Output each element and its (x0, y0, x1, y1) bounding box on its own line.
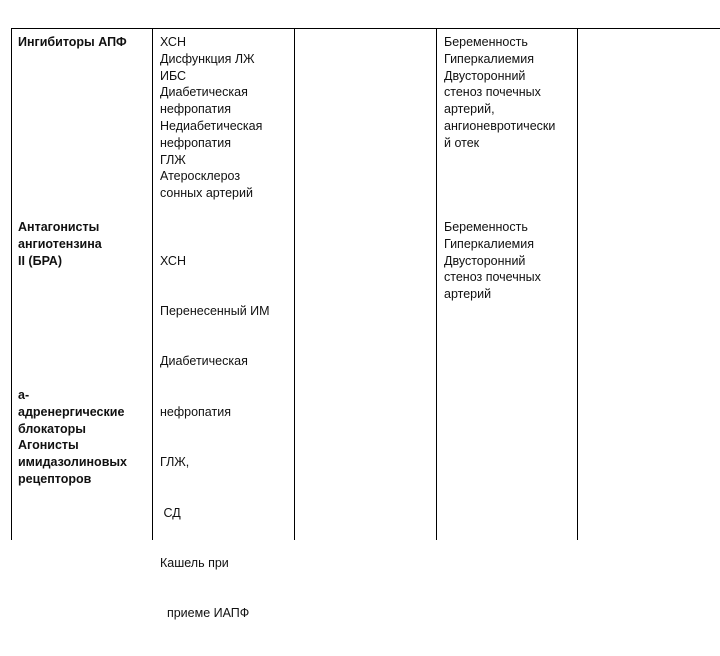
table-column-divider (11, 28, 12, 540)
cell-line: Кашель при (160, 555, 229, 570)
table-cell-contraindications (444, 219, 541, 303)
cell-line: имидазолиновых (18, 455, 128, 470)
cell-line: ГЛЖ, (160, 455, 190, 470)
cell-line: Перенесенный ИМ (160, 303, 270, 318)
cell-line: артерий, (444, 102, 495, 117)
cell-line: Двусторонний (444, 68, 526, 83)
cell-line: рецепторов (18, 471, 92, 486)
cell-line: сонных артерий (160, 186, 253, 201)
table-cell-indications (160, 34, 262, 202)
cell-line: блокаторы (18, 421, 86, 436)
cell-line: Атеросклероз (160, 169, 241, 184)
table-column-divider (436, 28, 437, 540)
cell-line: й отек (444, 135, 480, 150)
cell-line: Беременность (444, 35, 528, 49)
cell-line: артерий (444, 287, 492, 302)
cell-line: Беременность (444, 220, 528, 234)
table-cell-indications (160, 219, 270, 656)
table-cell-drug-class (18, 387, 127, 488)
cell-line: Гиперкалиемия (444, 236, 534, 251)
table-cell-drug-class (18, 34, 127, 51)
cell-line: Дисфункция ЛЖ (160, 51, 255, 66)
cell-line: Недиабетическая (160, 118, 263, 133)
cell-line: II (БРА) (18, 253, 62, 268)
table-cell-contraindications (444, 34, 555, 152)
cell-line: приеме ИАПФ (160, 606, 250, 621)
cell-line: нефропатия (160, 102, 231, 117)
cell-line: стеноз почечных (444, 85, 541, 100)
cell-line: Антагонисты (18, 220, 100, 234)
table-cell-drug-class (18, 219, 102, 269)
cell-line: Двусторонний (444, 253, 526, 268)
cell-line: Ингибиторы АПФ (18, 35, 127, 49)
cell-line: a- (18, 388, 30, 402)
cell-line: стеноз почечных (444, 270, 541, 285)
cell-line: ангиотензина (18, 236, 102, 251)
cell-line: ХСН (160, 35, 186, 49)
table-column-divider (152, 28, 153, 540)
cell-line: ХСН (160, 253, 186, 268)
table-column-divider (294, 28, 295, 540)
cell-line: нефропатия (160, 135, 231, 150)
cell-line: Агонисты (18, 438, 79, 453)
cell-line: адренергические (18, 404, 125, 419)
cell-line: Диабетическая (160, 354, 248, 369)
cell-line: ГЛЖ (160, 152, 186, 167)
table-top-border (11, 28, 720, 29)
cell-line: нефропатия (160, 404, 231, 419)
cell-line: Гиперкалиемия (444, 51, 534, 66)
cell-line: ИБС (160, 68, 187, 83)
cell-line: ангионевротически (444, 118, 556, 133)
cell-line: СД (160, 505, 181, 520)
table-column-divider (577, 28, 578, 540)
cell-line: Диабетическая (160, 85, 248, 100)
